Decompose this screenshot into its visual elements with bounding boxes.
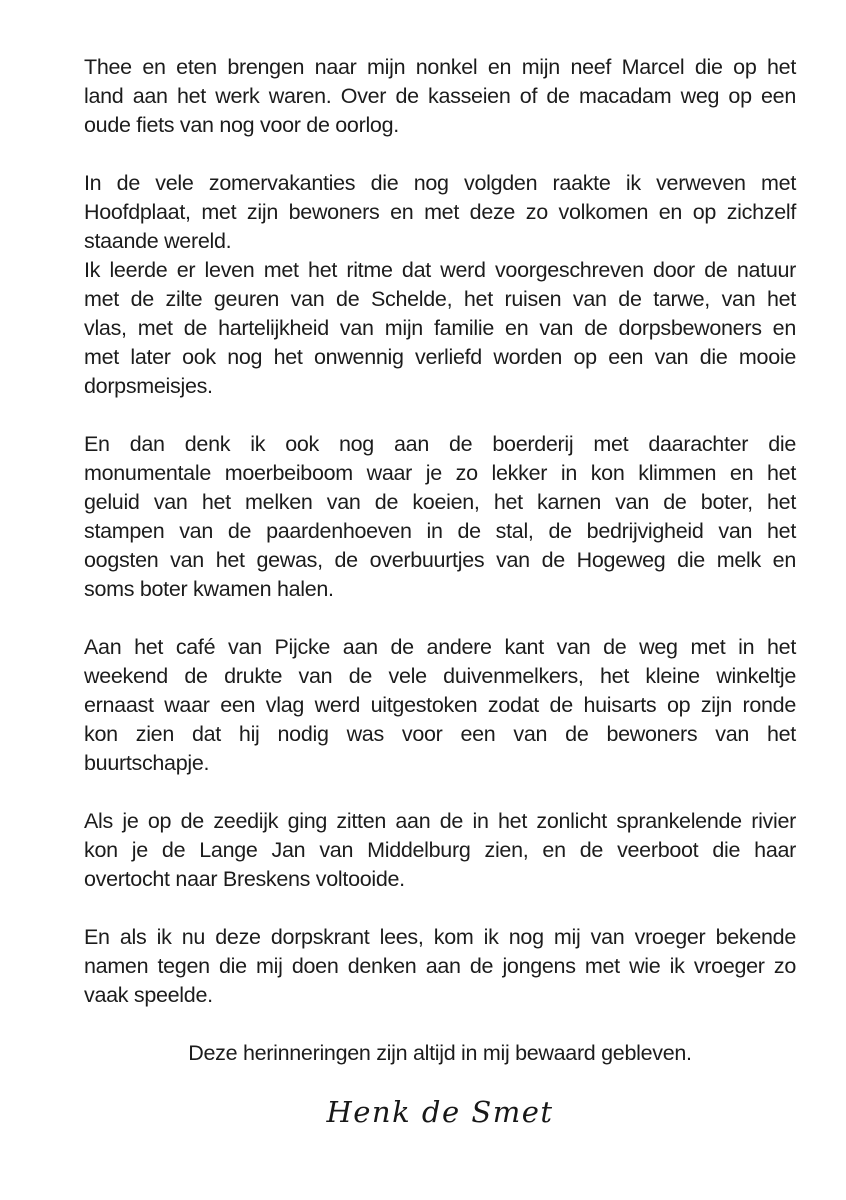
paragraph — [84, 256, 796, 401]
paragraph — [84, 169, 796, 256]
text-line: vaak speelde. — [84, 983, 213, 1007]
text-line: met de zilte geuren van de Schelde, het ruisen van de tarwe, van het — [84, 287, 796, 311]
paragraph — [84, 807, 796, 894]
text-line: overtocht naar Breskens voltooide. — [84, 867, 405, 891]
text-line: oogsten van het gewas, de overbuurtjes van de Hogeweg die melk en — [84, 548, 796, 572]
text-line: Thee en eten brengen naar mijn nonkel en mijn neef Marcel die op het — [84, 55, 796, 79]
paragraph — [84, 430, 796, 604]
text-line: Ik leerde er leven met het ritme dat werd voorgeschreven door de natuur — [84, 258, 796, 282]
text-line: dorpsmeisjes. — [84, 374, 213, 398]
text-line: oude fiets van nog voor de oorlog. — [84, 113, 399, 137]
text-line: geluid van het melken van de koeien, het karnen van de boter, het — [84, 490, 796, 514]
paragraph — [84, 53, 796, 140]
text-line: In de vele zomervakanties die nog volgden raakte ik verweven met — [84, 171, 796, 195]
text-line: weekend de drukte van de vele duivenmelkers, het kleine winkeltje — [84, 664, 796, 688]
text-line: met later ook nog het onwennig verliefd worden op een van die mooie — [84, 345, 796, 369]
text-line: kon zien dat hij nodig was voor een van de bewoners van het — [84, 722, 796, 746]
text-line: ernaast waar een vlag werd uitgestoken zodat de huisarts op zijn ronde — [84, 693, 796, 717]
text-line: En dan denk ik ook nog aan de boerderij met daarachter die — [84, 432, 796, 456]
text-line: soms boter kwamen halen. — [84, 577, 334, 601]
text-line: Aan het café van Pijcke aan de andere kant van de weg met in het — [84, 635, 796, 659]
text-line: namen tegen die mij doen denken aan de jongens met wie ik vroeger zo — [84, 954, 796, 978]
text-line: En als ik nu deze dorpskrant lees, kom ik nog mij van vroeger bekende — [84, 925, 796, 949]
paragraph — [84, 633, 796, 778]
text-line: buurtschapje. — [84, 751, 210, 775]
text-line: staande wereld. — [84, 229, 232, 253]
paragraph — [84, 923, 796, 1010]
text-line: vlas, met de hartelijkheid van mijn familie en van de dorpsbewoners en — [84, 316, 796, 340]
signature: Henk de Smet — [326, 1095, 554, 1129]
text-line: monumentale moerbeiboom waar je zo lekker in kon klimmen en het — [84, 461, 796, 485]
text-line: stampen van de paardenhoeven in de stal, de bedrijvigheid van het — [84, 519, 796, 543]
text-line: Hoofdplaat, met zijn bewoners en met deze zo volkomen en op zichzelf — [84, 200, 796, 224]
text-line: kon je de Lange Jan van Middelburg zien, en de veerboot die haar — [84, 838, 796, 862]
text-line: land aan het werk waren. Over de kasseien of de macadam weg op een — [84, 84, 796, 108]
closing-line: Deze herinneringen zijn altijd in mij bewaard gebleven. — [188, 1041, 692, 1065]
text-line: Als je op de zeedijk ging zitten aan de in het zonlicht sprankelende rivier — [84, 809, 796, 833]
